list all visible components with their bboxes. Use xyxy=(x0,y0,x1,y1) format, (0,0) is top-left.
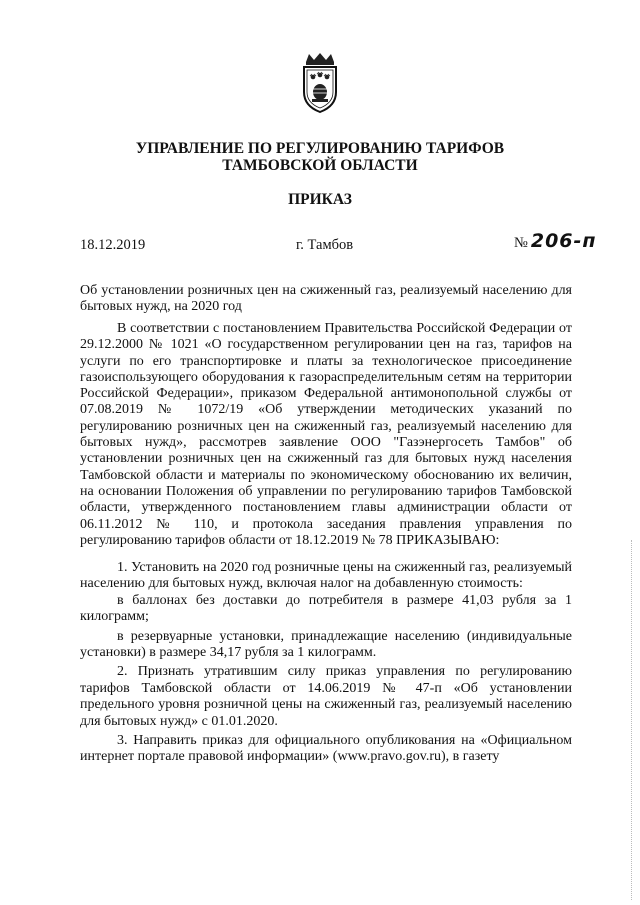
scan-edge-mark xyxy=(631,540,636,900)
order-item-2: 2. Признать утратившим силу приказ управления по регулированию тарифов Тамбовской области от 14.06.2019 № 47-п «Об установлении предельного уровня розничной цены на сжиженный газ, реализуемый населению для бытовых нужд» с 01.01.2020. xyxy=(80,664,572,729)
document-type-heading: ПРИКАЗ xyxy=(288,191,352,208)
document-date: 18.12.2019 xyxy=(80,237,146,253)
order-items xyxy=(80,560,572,766)
order-item-1b: в резервуарные установки, принадлежащие населению (индивидуальные установки) в размере 34,17 рубля за 1 килограмм. xyxy=(80,628,572,661)
document-subject: Об установлении розничных цен на сжиженный газ, реализуемый населению для бытовых нужд, на 2020 год xyxy=(80,283,572,314)
document-number xyxy=(514,230,597,252)
document-number-value: 206-п xyxy=(530,230,597,252)
tambov-coat-of-arms-icon xyxy=(294,52,346,114)
document-number-label: № xyxy=(514,235,528,251)
organization-title xyxy=(60,140,580,174)
preamble-paragraph: В соответствии с постановлением Правительства Российской Федерации от 29.12.2000 № 1021 «О государственном регулировании цен на газ, тарифов на услуги по его транспортировке и платы за технологическое присоединение газоиспользующего оборудования к газораспределительным сетям на территории Российской Федерации», приказом Федеральной антимонопольной службы от 07.08.2019 № 1072/19 «Об утверждении методических указаний по регулированию розничных цен на сжиженный газ, реализуемый населению для бытовых нужд», рассмотрев заявление ООО "Газэнергосеть Тамбов" об установлении розничных цен на сжиженный газ для бытовых нужд населения Тамбовской области и материалы по экономическому обоснованию их величин, на основании Положения об управлении по регулированию тарифов Тамбовской области, утвержденного постановлением главы администрации области от 06.11.2012 № 110, и протокола заседания правления управления по регулированию тарифов области от 18.12.2019 № 78 ПРИКАЗЫВАЮ: xyxy=(80,321,572,548)
order-item-1a: в баллонах без доставки до потребителя в размере 41,03 рубля за 1 килограмм; xyxy=(80,592,572,625)
organization-title-line1: УПРАВЛЕНИЕ ПО РЕГУЛИРОВАНИЮ ТАРИФОВ xyxy=(135,140,505,157)
document-city: г. Тамбов xyxy=(296,237,354,253)
organization-title-line2: ТАМБОВСКОЙ ОБЛАСТИ xyxy=(222,157,418,174)
order-item-1: 1. Установить на 2020 год розничные цены на сжиженный газ, реализуемый населению для бытовых нужд, включая налог на добавленную стоимость: xyxy=(80,560,572,592)
order-item-3: 3. Направить приказ для официального опубликования на «Официальном интернет портале правовой информации» (www.pravo.gov.ru), в газету xyxy=(80,733,572,765)
